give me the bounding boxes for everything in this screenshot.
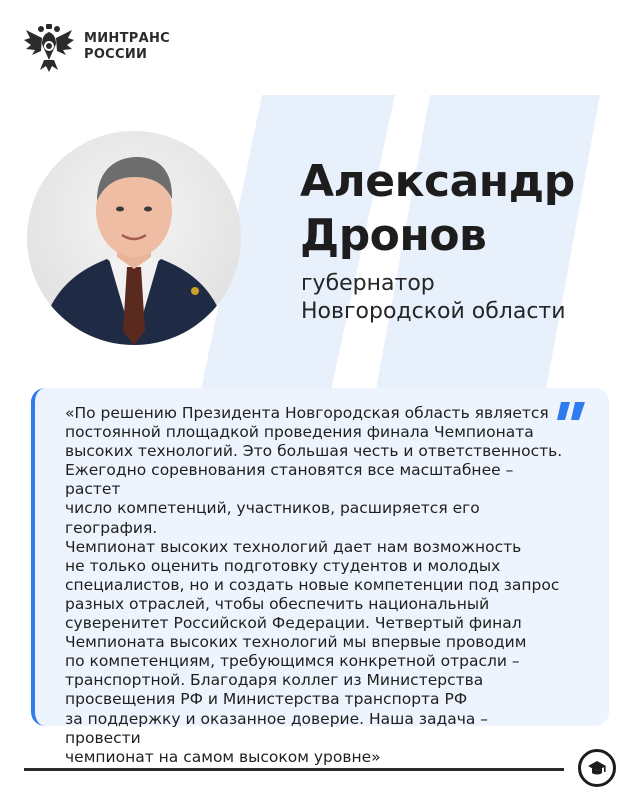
- brand-line-2: РОССИИ: [84, 47, 148, 62]
- person-portrait-icon: [27, 131, 241, 345]
- quote-text: «По решению Президента Новгородская область является постоянной площадкой проведения финала Чемпионата высоких технологий. Это большая честь и ответственность. Ежегодно соревнования становятся все масштабнее – растет число компетенций, участников, расширяется его география. Чемпионат высоких технологий дает нам возможность не только оценить подготовку студентов и молодых специалистов, но и создать новые компетенции под запрос разных отраслей, чтобы обеспечить национальный суверенитет Российской Федерации. Четвертый финал Чемпионата высоких технологий мы впервые проводим по компетенциям, требующимся конкретной отрасли – транспортной. Благодаря коллег из Министерства просвещения РФ и Министерства транспорта РФ за поддержку и оказанное доверие. Наша задача – провести чемпионат на самом высоком уровне»: [65, 404, 563, 766]
- footer-badge: [578, 749, 616, 787]
- closing-quote-icon: [557, 400, 587, 422]
- quote-card: [31, 388, 609, 766]
- portrait-photo: [27, 131, 241, 345]
- brand-line-1: МИНТРАНС: [84, 31, 170, 46]
- graduation-cap-icon: [587, 758, 607, 778]
- last-name: Дронов: [300, 210, 487, 261]
- footer-divider: [24, 768, 564, 771]
- ministry-logo: [22, 20, 170, 74]
- position-line-2: Новгородской области: [301, 299, 566, 324]
- person-name: [300, 155, 575, 263]
- person-position: [301, 270, 566, 326]
- position-line-1: губернатор: [301, 271, 435, 296]
- first-name: Александр: [300, 156, 575, 207]
- double-headed-eagle-emblem-icon: [22, 20, 76, 74]
